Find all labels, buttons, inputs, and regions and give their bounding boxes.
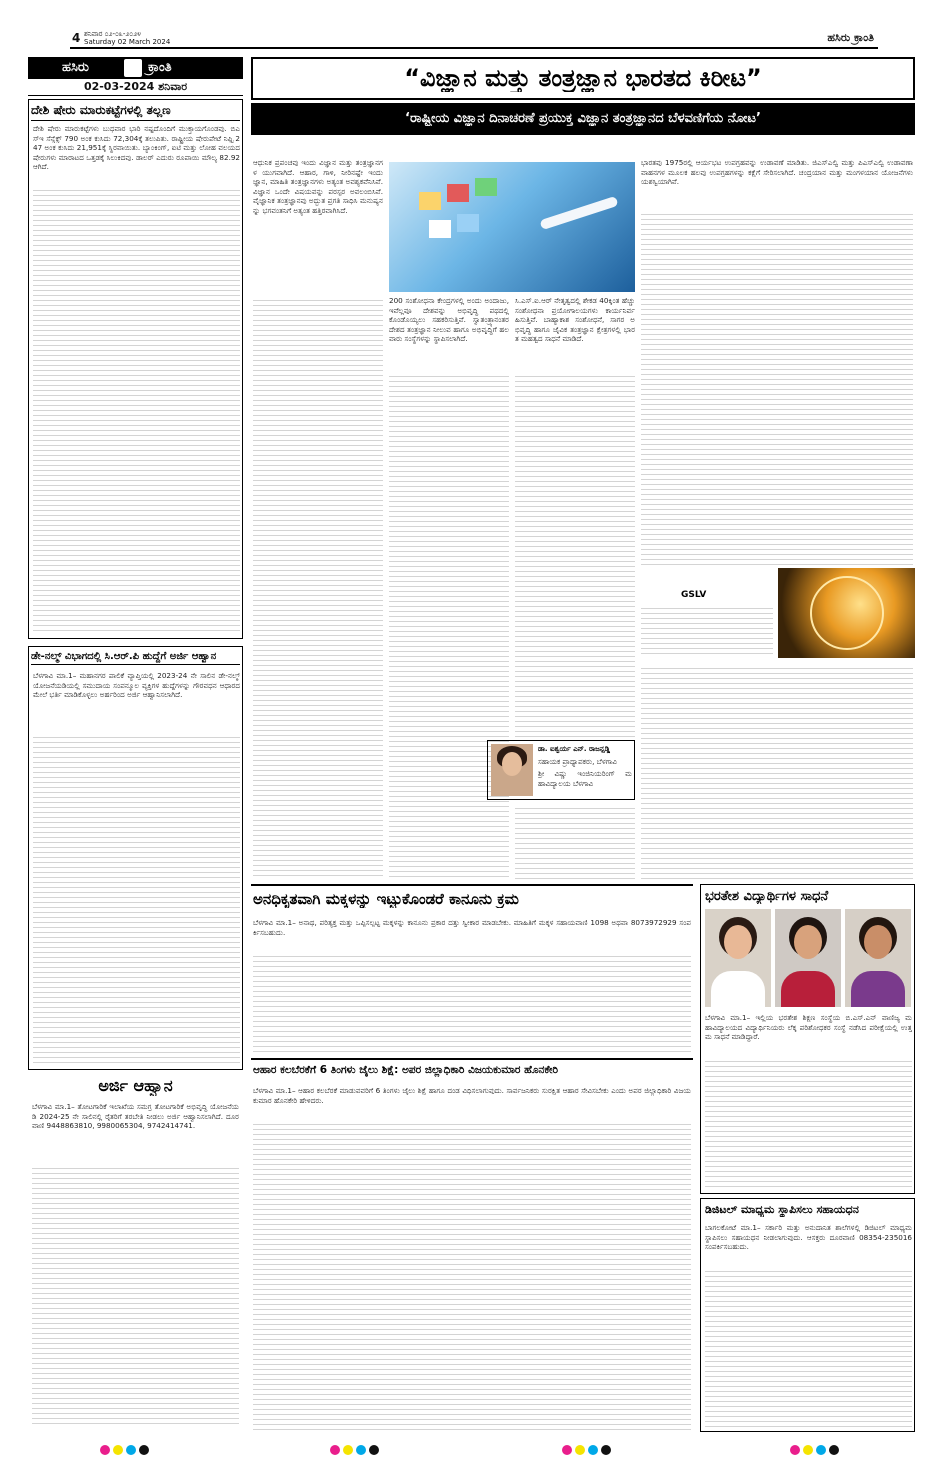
jail-headline: ಆಹಾರ ಕಲಬೆರಕೆಗೆ 6 ತಿಂಗಳು ಜೈಲು ಶಿಕ್ಷೆ: ಅಪರ ಜಿಲ್ಲಾಧಿಕಾರಿ ವಿಜಯಕುಮಾರ ಹೊನಕೇರಿ (253, 1064, 559, 1076)
arji-article (28, 1074, 243, 1432)
market-article (28, 99, 243, 639)
masthead (28, 57, 243, 79)
student-shirt (781, 971, 835, 1007)
science-subheadline: ‘ರಾಷ್ಟ್ರೀಯ ವಿಜ್ಞಾನ ದಿನಾಚರಣೆ ಪ್ರಯುಕ್ತ ವಿಜ್ಞಾನ ತಂತ್ರಜ್ಞಾನದ ಬೆಳವಣಿಗೆಯ ನೋಟ’ (405, 111, 761, 126)
science-technology-image (389, 162, 635, 292)
child-law-headline: ಅನಧಿಕೃತವಾಗಿ ಮಕ್ಕಳನ್ನು ಇಟ್ಟುಕೊಂಡರೆ ಕಾನೂನು ಕ್ರಮ (253, 890, 519, 908)
header-paper-name: ಹಸಿರು ಕ್ರಾಂತಿ (827, 31, 874, 44)
students-body-continued (705, 1057, 912, 1189)
application-headline: ಡೇ-ನಲ್ಮ್ ವಿಭಾಗದಲ್ಲಿ ಸಿ.ಆರ್.ಪಿ ಹುದ್ದೆಗೆ ಅರ್ಜಿ ಆಹ್ವಾನ (31, 651, 240, 665)
screen-tile (419, 192, 441, 210)
science-col4-bottom (641, 664, 913, 880)
application-body: ಬೆಳಗಾವಿ ಮಾ.1– ಮಹಾನಗರ ಪಾಲಿಕೆ ವ್ಯಾಪ್ತಿಯಲ್ಲಿ 2023-24 ನೇ ಸಾಲಿನ ಡೇ-ನಲ್ಮ್ ಯೋಜನೆಯಡಿಯಲ್ಲಿ ಸಮುದಾಯ ಸಂಪನ್ಮೂಲ ವ್ಯಕ್ತಿಗಳ ಹುದ್ದೆಗಳನ್ನು ಗೌರವಧನ ಆಧಾರದ ಮೇಲೆ ಭರ್ತಿ ಮಾಡಿಕೊಳ್ಳಲು ಅರ್ಹರಿಂದ ಅರ್ಜಿ ಆಹ್ವಾನಿಸಲಾಗಿದೆ. (33, 671, 240, 700)
arji-body: ಬೆಳಗಾವಿ ಮಾ.1– ತೋಟಗಾರಿಕೆ ಇಲಾಖೆಯ ಸಮಗ್ರ ತೋಟಗಾರಿಕೆ ಅಭಿವೃದ್ಧಿ ಯೋಜನೆಯಡಿ 2024-25 ನೇ ಸಾಲಿನಲ್ಲಿ ರೈತರಿಗೆ ತರಬೇತಿ ನೀಡಲು ಅರ್ಜಿ ಆಹ್ವಾನಿಸಲಾಗಿದೆ. ದೂರವಾಣಿ 9448863810, 9980065304, 9742414741. (32, 1102, 239, 1131)
student-photo-3 (845, 909, 911, 1007)
header-date-en: Saturday 02 March 2024 (84, 38, 171, 46)
science-col3-after-author (515, 804, 635, 880)
author-role: ಸಹಾಯಕ ಪ್ರಾಧ್ಯಾಪಕರು, ಬೆಳಗಾವಿ (538, 757, 617, 766)
jail-body-continued (253, 1120, 691, 1430)
author-photo (491, 744, 533, 796)
header-date-kn: ಶನಿವಾರ ೦೨-೦೩-೨೦೨೪ (84, 30, 142, 38)
screen-tile (429, 220, 451, 238)
student-face (724, 925, 752, 959)
student-shirt (711, 971, 765, 1007)
science-headline-box (251, 57, 915, 100)
yellow-dot (803, 1445, 813, 1455)
magenta-dot (330, 1445, 340, 1455)
magenta-dot (790, 1445, 800, 1455)
market-body: ದೇಶಿ ಷೇರು ಮಾರುಕಟ್ಟೆಗಳು ಬುಧವಾರ ಭಾರಿ ನಷ್ಟದೊಂದಿಗೆ ಮುಕ್ತಾಯಗೊಂಡವು. ಬಿಎಸ್ಇ ಸೆನ್ಸೆಕ್ಸ್ 790 ಅಂಕ ಕುಸಿದು 72,304ಕ್ಕೆ ತಲುಪಿತು. ರಾಷ್ಟ್ರೀಯ ಷೇರುಪೇಟೆ ನಿಫ್ಟಿ 247 ಅಂಕ ಕುಸಿದು 21,951ಕ್ಕೆ ಸ್ಥಿರವಾಯಿತು. ಬ್ಯಾಂಕಿಂಗ್, ಐಟಿ ಮತ್ತು ಲೋಹ ವಲಯದ ಷೇರುಗಳು ಮಾರಾಟದ ಒತ್ತಡಕ್ಕೆ ಸಿಲುಕಿದವು. ಡಾಲರ್ ಎದುರು ರೂಪಾಯಿ ಮೌಲ್ಯ 82.92 ಆಗಿದೆ. (33, 124, 240, 172)
jail-article (251, 1058, 693, 1432)
market-headline: ದೇಶಿ ಷೇರು ಮಾರುಕಟ್ಟೆಗಳಲ್ಲಿ ತಲ್ಲಣ (31, 103, 240, 121)
child-law-article (251, 884, 693, 1054)
science-headline: “ವಿಜ್ಞಾನ ಮತ್ತು ತಂತ್ರಜ್ಞಾನ ಭಾರತದ ಕಿರೀಟ” (404, 64, 762, 92)
student-face (794, 925, 822, 959)
masthead-date: 02-03-2024 ಶನಿವಾರ (28, 80, 243, 96)
color-registration-left (100, 1440, 160, 1452)
cyan-dot (356, 1445, 366, 1455)
application-body-continued (33, 733, 240, 1065)
black-dot (139, 1445, 149, 1455)
student-photo-1 (705, 909, 771, 1007)
color-registration-center-right (562, 1440, 622, 1452)
author-card (487, 740, 635, 800)
globe-circle (810, 576, 884, 650)
science-col4-continued (641, 210, 913, 566)
gslv-label: GSLV (681, 590, 707, 600)
magenta-dot (100, 1445, 110, 1455)
jail-body: ಬೆಳಗಾವಿ ಮಾ.1– ಆಹಾರ ಕಲಬೆರಕೆ ಮಾಡುವವರಿಗೆ 6 ತಿಂಗಳು ಜೈಲು ಶಿಕ್ಷೆ ಹಾಗೂ ದಂಡ ವಿಧಿಸಲಾಗುವುದು. ಸಾರ್ವಜನಿಕರು ಸುರಕ್ಷಿತ ಆಹಾರ ಸೇವಿಸಬೇಕು ಎಂದು ಅಪರ ಜಿಲ್ಲಾಧಿಕಾರಿ ವಿಜಯಕುಮಾರ ಹೊನಕೇರಿ ಹೇಳಿದರು. (253, 1086, 691, 1105)
students-article (700, 884, 915, 1194)
color-registration-center-left (330, 1440, 390, 1452)
student-face (864, 925, 892, 959)
cyan-dot (816, 1445, 826, 1455)
airplane-shape (539, 196, 618, 230)
application-article (28, 646, 243, 1070)
science-col1-continued (253, 296, 383, 880)
student-photo-2 (775, 909, 841, 1007)
top-header (70, 30, 878, 49)
masthead-name-right: ಕ್ರಾಂತಿ (148, 60, 172, 75)
black-dot (601, 1445, 611, 1455)
screen-tile (475, 178, 497, 196)
author-college: ಶ್ರೀ ವಿಷ್ಣು ಇಂಜಿನಿಯರಿಂಗ್ ಮಹಾವಿದ್ಯಾಲಯ ಬೆಳಗಾವಿ (538, 769, 632, 788)
student-shirt (851, 971, 905, 1007)
black-dot (829, 1445, 839, 1455)
cyan-dot (126, 1445, 136, 1455)
author-name: ಡಾ. ಐಶ್ವರ್ಯ ಎನ್. ರಾಜನ್ಷಡ್ಡಿ (538, 745, 611, 753)
market-body-continued (33, 186, 240, 634)
students-body: ಬೆಳಗಾವಿ ಮಾ.1– ಇಲ್ಲಿಯ ಭರತೇಶ ಶಿಕ್ಷಣ ಸಂಸ್ಥೆಯ ಬಿ.ಎಸ್.ಎನ್ ವಾಣಿಜ್ಯ ಮಹಾವಿದ್ಯಾಲಯದ ವಿದ್ಯಾರ್ಥಿನಿಯರು ಲೆಕ್ಕ ಪರಿಶೋಧಕರ ಸಂಸ್ಥೆ ನಡೆಸಿದ ಪರೀಕ್ಷೆಯಲ್ಲಿ ಉತ್ತಮ ಸಾಧನೆ ಮಾಡಿದ್ದಾರೆ. (705, 1013, 912, 1042)
science-col2-body: 200 ಸಂಶೋಧನಾ ಕೇಂದ್ರಗಳಲ್ಲಿ ಅಂದು ಅಂದಾಜು, ಇವೆಲ್ಲವೂ ದೇಶವನ್ನು ಅಭಿವೃದ್ಧಿ ಪಥದಲ್ಲಿ ಕೊಂಡೊಯ್ಯಲು ಸಹಕರಿಸುತ್ತಿವೆ. ಸ್ವಾತಂತ್ರ್ಯಾನಂತರ ದೇಶದ ತಂತ್ರಜ್ಞಾನ ನೀಲುವ ಹಾಗೂ ಅಭಿವೃದ್ಧಿಗೆ ಹಲವಾರು ಸಂಸ್ಥೆಗಳನ್ನು ಸ್ಥಾಪಿಸಲಾಗಿದೆ. (389, 296, 509, 344)
science-col1-body: ಆಧುನಿಕ ಪ್ರಪಂಚವು ಇಂದು ವಿಜ್ಞಾನ ಮತ್ತು ತಂತ್ರಜ್ಞಾನಗಳ ಯುಗವಾಗಿದೆ. ಆಹಾರ, ಗಾಳಿ, ನೀರಿನಷ್ಟೇ ಇಂದು ಜ್ಞಾನ, ಮಾಹಿತಿ ತಂತ್ರಜ್ಞಾನಗಳು ಅತ್ಯಂತ ಅವಶ್ಯಕವೆನಿಸಿವೆ. ವಿಜ್ಞಾನ ಒಂದೇ ವಿಷಯವನ್ನು ಪರಸ್ಪರ ಅವಲಂಬಿಸಿವೆ. ವೈಜ್ಞಾನಿಕ ತಂತ್ರಜ್ಞಾನವು ಅದ್ಭುತ ಪ್ರಗತಿ ಸಾಧಿಸಿ ಮನುಷ್ಯನನ್ನು ಭಗವಂತನಿಗೆ ಅತ್ಯಂತ ಹತ್ತಿರವಾಗಿಸಿದೆ. (253, 158, 383, 215)
black-dot (369, 1445, 379, 1455)
masthead-logo-icon (124, 59, 142, 77)
masthead-name-left: ಹಸಿರು (62, 60, 89, 75)
yellow-dot (113, 1445, 123, 1455)
screen-tile (457, 214, 479, 232)
color-registration-right (790, 1440, 850, 1452)
globe-graphic (778, 568, 915, 658)
page-number: 4 (72, 31, 81, 45)
digital-headline: ಡಿಜಿಟಲ್ ಮಾಧ್ಯಮ ಸ್ಥಾಪಿಸಲು ಸಹಾಯಧನ (705, 1203, 859, 1216)
science-col2-continued (389, 372, 509, 880)
science-col3-body: ಸಿ.ಎಸ್.ಐ.ಆರ್ ನೇತೃತ್ವದಲ್ಲಿ ಶೇಕಡ 40ಕ್ಕಿಂತ ಹೆಚ್ಚು ಸಂಶೋಧನಾ ಪ್ರಯೋಗಾಲಯಗಳು ಕಾರ್ಯನಿರ್ವಹಿಸುತ್ತಿವೆ. ಬಾಹ್ಯಾಕಾಶ ಸಂಶೋಧನೆ, ಸಾಗರ ಅಭಿವೃದ್ಧಿ ಹಾಗೂ ಜೈವಿಕ ತಂತ್ರಜ್ಞಾನ ಕ್ಷೇತ್ರಗಳಲ್ಲಿ ಭಾರತ ಮಹತ್ವದ ಸಾಧನೆ ಮಾಡಿದೆ. (515, 296, 635, 344)
yellow-dot (575, 1445, 585, 1455)
science-col4-body: ಭಾರತವು 1975ರಲ್ಲಿ ಆರ್ಯಭಟ ಉಪಗ್ರಹವನ್ನು ಉಡಾವಣೆ ಮಾಡಿತು. ಜಿಎಸ್ಎಲ್ವಿ ಮತ್ತು ಪಿಎಸ್ಎಲ್ವಿ ಉಡಾವಣಾ ವಾಹನಗಳ ಮೂಲಕ ಹಲವು ಉಪಗ್ರಹಗಳನ್ನು ಕಕ್ಷೆಗೆ ಸೇರಿಸಲಾಗಿದೆ. ಚಂದ್ರಯಾನ ಮತ್ತು ಮಂಗಳಯಾನ ಯೋಜನೆಗಳು ಯಶಸ್ವಿಯಾಗಿವೆ. (641, 158, 913, 187)
digital-article (700, 1198, 915, 1432)
arji-headline: ಅರ್ಜಿ ಆಹ್ವಾನ (98, 1076, 173, 1095)
digital-body-continued (705, 1267, 912, 1427)
science-col4-beside-globe (641, 604, 773, 658)
child-law-body-continued (253, 952, 691, 1052)
cyan-dot (588, 1445, 598, 1455)
students-headline: ಭರತೇಶ ವಿದ್ಯಾರ್ಥಿಗಳ ಸಾಧನೆ (705, 889, 829, 904)
child-law-body: ಬೆಳಗಾವಿ ಮಾ.1– ಅನಾಥ, ಪರಿತ್ಯಕ್ತ ಮತ್ತು ಒಪ್ಪಿಸಲ್ಪಟ್ಟ ಮಕ್ಕಳನ್ನು ಕಾನೂನು ಪ್ರಕಾರ ದತ್ತು ಸ್ವೀಕಾರ ಮಾಡಬೇಕು. ಮಾಹಿತಿಗೆ ಮಕ್ಕಳ ಸಹಾಯವಾಣಿ 1098 ಅಥವಾ 8073972929 ಸಂಪರ್ಕಿಸಬಹುದು. (253, 918, 691, 937)
arji-body-continued (32, 1164, 239, 1426)
author-face (502, 752, 522, 776)
yellow-dot (343, 1445, 353, 1455)
digital-body: ಬಾಗಲಕೋಟೆ ಮಾ.1– ಸರ್ಕಾರಿ ಮತ್ತು ಅನುದಾನಿತ ಶಾಲೆಗಳಲ್ಲಿ ಡಿಜಿಟಲ್ ಮಾಧ್ಯಮ ಸ್ಥಾಪಿಸಲು ಸಹಾಯಧನ ನೀಡಲಾಗುವುದು. ಆಸಕ್ತರು ದೂರವಾಣಿ 08354-235016 ಸಂಪರ್ಕಿಸಬಹುದು. (705, 1223, 912, 1252)
magenta-dot (562, 1445, 572, 1455)
science-subheadline-box (251, 103, 915, 135)
science-col3-continued (515, 372, 635, 740)
screen-tile (447, 184, 469, 202)
